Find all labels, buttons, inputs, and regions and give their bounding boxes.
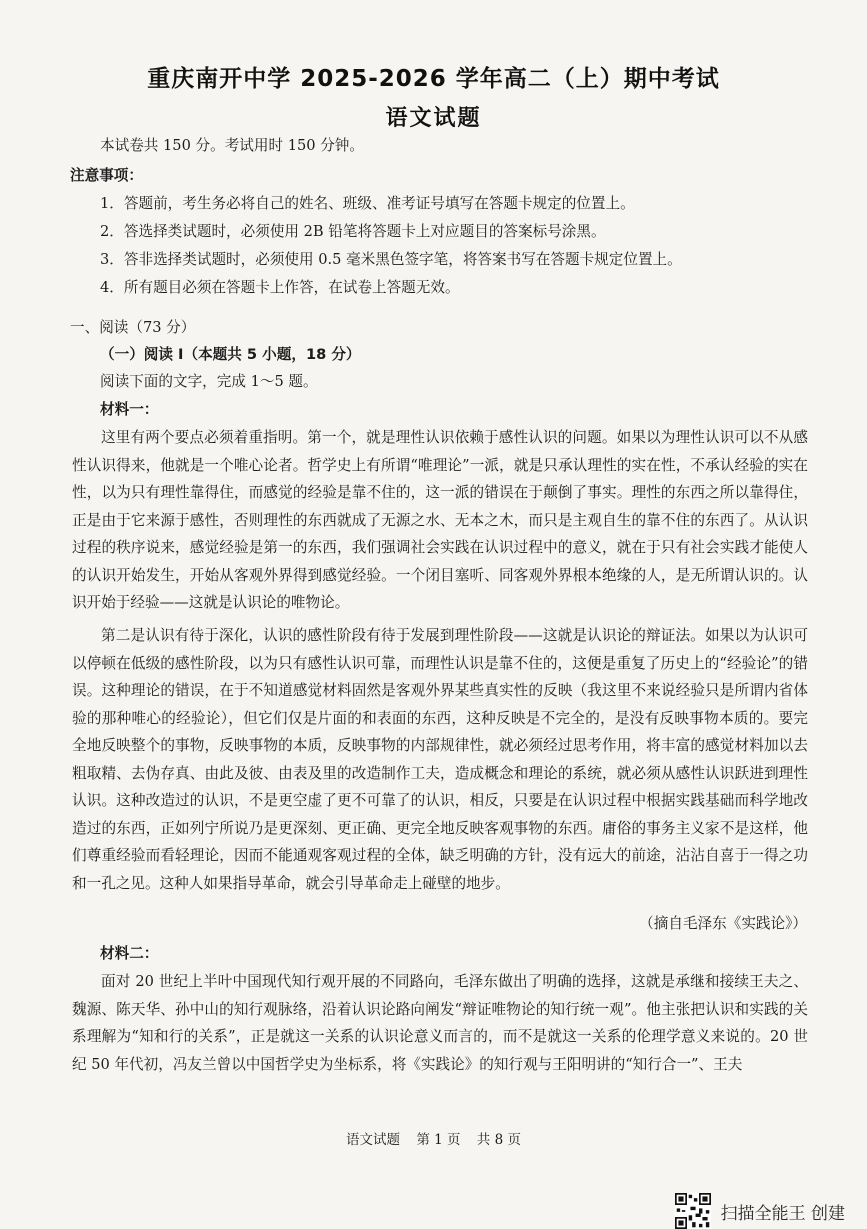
section-instruction: 阅读下面的文字，完成 1～5 题。: [100, 373, 318, 390]
footer-total: 共 8 页: [476, 1132, 521, 1148]
notice-item: 1．答题前，考生务必将自己的姓名、班级、准考证号填写在答题卡规定的位置上。: [100, 195, 635, 212]
material1-source: （摘自毛泽东《实践论》）: [639, 915, 807, 932]
exam-subtitle: 语文试题: [385, 106, 482, 131]
section-heading: 一、阅读（73 分）: [70, 319, 196, 336]
notice-item: 3．答非选择类试题时，必须使用 0.5 毫米黑色签字笔，将答案书写在答题卡规定位置上。: [100, 251, 682, 268]
material1-paragraph: 第二是认识有待于深化，认识的感性阶段有待于发展到理性阶段——这就是认识论的辩证法。如果以为认识可以停顿在低级的感性阶段，以为只有感性认识可靠，而理性认识是靠不住的，这便是重复了历史上的“经验论”的错误。这种理论的错误，在于不知道感觉材料固然是客观外界某些真实性的反映（我这里不来说经验只是所谓内省体验的那种唯心的经验论），但它们仅是片面的和表面的东西，这种反映是不完全的，是没有反映事物本质的。要完全地反映整个的事物，反映事物的本质，反映事物的内部规律性，就必须经过思考作用，将丰富的感觉材料加以去粗取精、去伪存真、由此及彼、由表及里的改造制作工夫，造成概念和理论的系统，就必须从感性认识跃进到理性认识。这种改造过的认识，不是更空虚了更不可靠了的认识，相反，只要是在认识过程中根据实践基础而科学地改造过的东西，正如列宁所说乃是更深刻、更正确、更完全地反映客观事物的东西。庸俗的事务主义家不是这样，他们尊重经验而看轻理论，因而不能通观客观过程的全体，缺乏明确的方针，没有远大的前途，沾沾自喜于一得之功和一孔之见。这种人如果指导革命，就会引导革命走上碰壁的地步。: [72, 627, 808, 892]
footer-page: 第 1 页: [416, 1132, 461, 1148]
scanner-watermark: [675, 1198, 845, 1224]
notice-item: 4．所有题目必须在答题卡上作答，在试卷上答题无效。: [100, 279, 460, 296]
material1-paragraph: 这里有两个要点必须着重指明。第一个，就是理性认识依赖于感性认识的问题。如果以为理性认识可以不从感性认识得来，他就是一个唯心论者。哲学史上有所谓“唯理论”一派，就是只承认理性的实在性，不承认经验的实在性，以为只有理性靠得住，而感觉的经验是靠不住的，这一派的错误在于颠倒了事实。理性的东西之所以靠得住，正是由于它来源于感性，否则理性的东西就成了无源之水、无本之木，而只是主观自生的靠不住的东西了。从认识过程的秩序说来，感觉经验是第一的东西，我们强调社会实践在认识过程中的意义，就在于只有社会实践才能使人的认识开始发生，开始从客观外界得到感觉经验。一个闭目塞听、同客观外界根本绝缘的人，是无所谓认识的。认识开始于经验——这就是认识论的唯物论。: [72, 429, 808, 611]
scanner-watermark-text: 扫描全能王 创建: [720, 1203, 845, 1224]
exam-title: 重庆南开中学 2025-2026 学年高二（上）期中考试: [147, 66, 720, 92]
material2-label: 材料二：: [100, 945, 159, 962]
section-subheading: （一）阅读 I（本题共 5 小题，18 分）: [100, 346, 361, 363]
notice-item: 2．答选择类试题时，必须使用 2B 铅笔将答题卡上对应题目的答案标号涂黑。: [100, 223, 606, 240]
exam-intro: 本试卷共 150 分。考试用时 150 分钟。: [100, 137, 364, 154]
footer-subject: 语文试题: [346, 1132, 401, 1148]
notice-heading: 注意事项：: [70, 167, 143, 184]
qr-code-icon: [675, 1193, 711, 1229]
material1-label: 材料一：: [100, 401, 159, 418]
page-footer: [0, 1128, 867, 1148]
material2-paragraph: 面对 20 世纪上半叶中国现代知行观开展的不同路向，毛泽东做出了明确的选择，这就是承继和接续王夫之、魏源、陈天华、孙中山的知行观脉络，沿着认识论路向阐发“辩证唯物论的知行统一观”。他主张把认识和实践的关系理解为“知和行的关系”，正是就这一关系的认识论意义而言的，而不是就这一关系的伦理学意义来说的。20 世纪 50 年代初，冯友兰曾以中国哲学史为坐标系，将《实践论》的知行观与王阳明讲的“知行合一”、王夫: [72, 973, 808, 1073]
